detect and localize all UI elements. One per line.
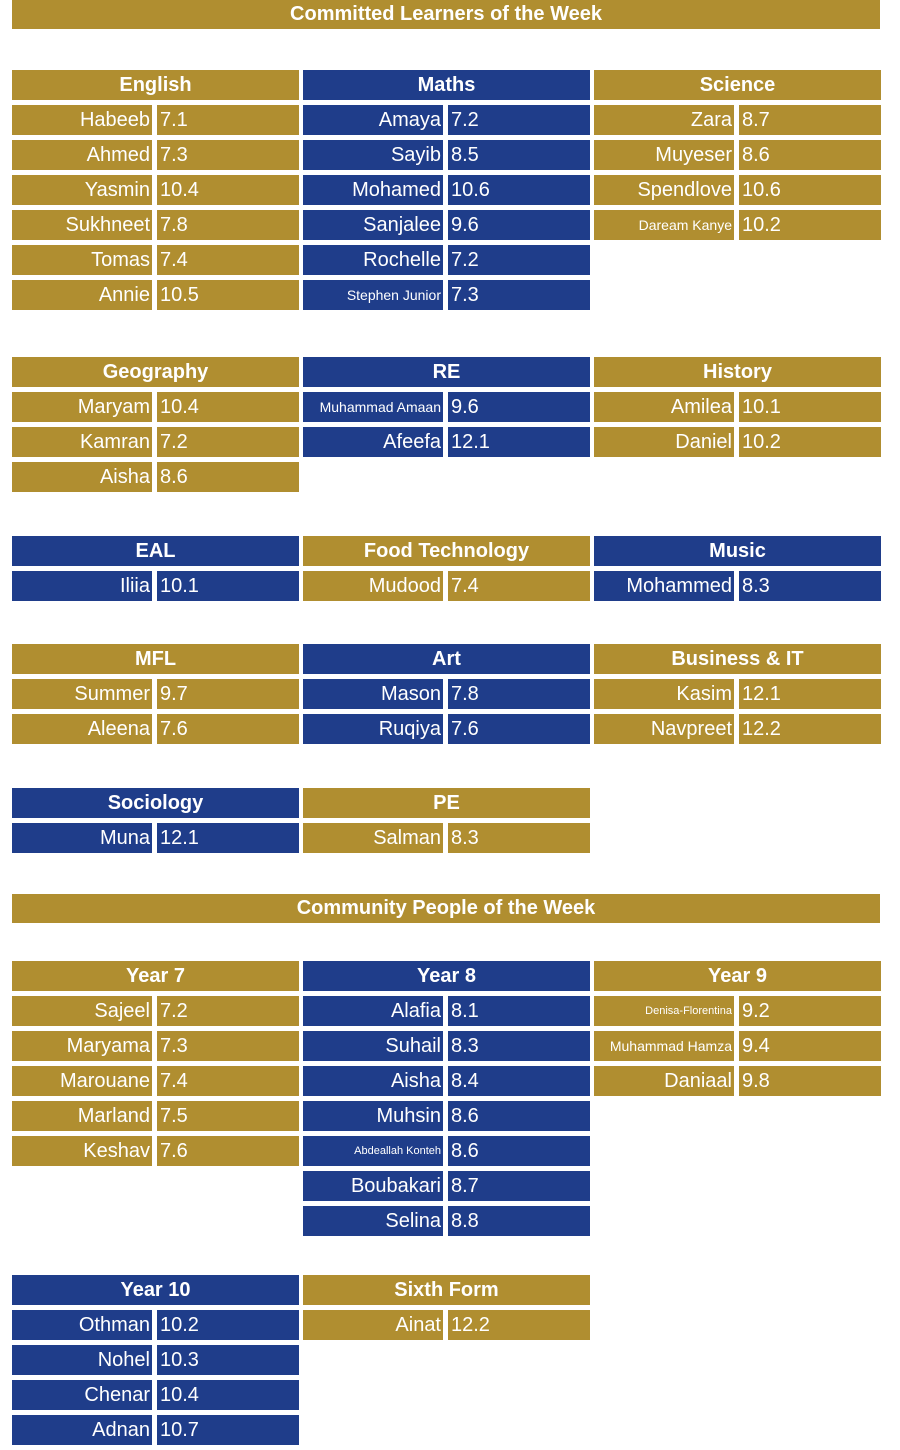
student-name: Annie — [12, 280, 152, 310]
student-row — [594, 571, 881, 601]
student-form: 10.4 — [157, 175, 299, 205]
student-form: 8.1 — [448, 996, 590, 1026]
student-name: Selina — [303, 1206, 443, 1236]
student-form: 10.6 — [739, 175, 881, 205]
student-form: 9.8 — [739, 1066, 881, 1096]
student-form: 10.4 — [157, 1380, 299, 1410]
student-form: 7.1 — [157, 105, 299, 135]
student-form: 7.2 — [448, 105, 590, 135]
student-row — [12, 1101, 299, 1131]
student-form: 10.7 — [157, 1415, 299, 1445]
student-name: Aisha — [303, 1066, 443, 1096]
student-row — [594, 210, 881, 240]
student-name: Daniaal — [594, 1066, 734, 1096]
student-name: Habeeb — [12, 105, 152, 135]
business-it-header: Business & IT — [594, 644, 881, 674]
student-name: Sayib — [303, 140, 443, 170]
student-row — [12, 427, 299, 457]
food-technology-header: Food Technology — [303, 536, 590, 566]
student-form: 12.2 — [448, 1310, 590, 1340]
student-row — [303, 140, 590, 170]
student-name: Amaya — [303, 105, 443, 135]
student-form: 9.2 — [739, 996, 881, 1026]
year-9-section — [594, 961, 881, 1101]
year-10-header: Year 10 — [12, 1275, 299, 1305]
student-name: Muhammad Hamza — [594, 1031, 734, 1061]
student-row — [303, 714, 590, 744]
community-people-of-the-week-banner: Community People of the Week — [12, 894, 880, 923]
student-row — [12, 462, 299, 492]
student-name: Daream Kanye — [594, 210, 734, 240]
student-form: 12.1 — [448, 427, 590, 457]
student-name: Denisa-Florentina — [594, 996, 734, 1026]
student-name: Adnan — [12, 1415, 152, 1445]
eal-section — [12, 536, 299, 606]
student-form: 7.2 — [157, 427, 299, 457]
student-form: 8.6 — [739, 140, 881, 170]
student-name: Ahmed — [12, 140, 152, 170]
student-name: Salman — [303, 823, 443, 853]
student-form: 7.3 — [448, 280, 590, 310]
student-row — [303, 571, 590, 601]
re-header: RE — [303, 357, 590, 387]
art-section — [303, 644, 590, 749]
history-section — [594, 357, 881, 462]
food-technology-section — [303, 536, 590, 606]
student-name: Marland — [12, 1101, 152, 1131]
student-form: 12.1 — [739, 679, 881, 709]
year-8-header: Year 8 — [303, 961, 590, 991]
student-row — [12, 679, 299, 709]
student-form: 12.1 — [157, 823, 299, 853]
pe-header: PE — [303, 788, 590, 818]
science-section — [594, 70, 881, 245]
student-name: Keshav — [12, 1136, 152, 1166]
student-form: 7.5 — [157, 1101, 299, 1131]
student-name: Iliia — [12, 571, 152, 601]
student-name: Mudood — [303, 571, 443, 601]
student-form: 10.1 — [739, 392, 881, 422]
student-name: Mohammed — [594, 571, 734, 601]
student-name: Daniel — [594, 427, 734, 457]
student-name: Muyeser — [594, 140, 734, 170]
student-row — [12, 1031, 299, 1061]
student-form: 8.3 — [448, 1031, 590, 1061]
mfl-header: MFL — [12, 644, 299, 674]
student-row — [12, 1310, 299, 1340]
student-name: Yasmin — [12, 175, 152, 205]
student-row — [12, 175, 299, 205]
student-row — [12, 1415, 299, 1445]
student-name: Maryam — [12, 392, 152, 422]
student-row — [12, 1380, 299, 1410]
student-row — [594, 140, 881, 170]
student-row — [12, 280, 299, 310]
art-header: Art — [303, 644, 590, 674]
student-row — [12, 140, 299, 170]
committed-learners-of-the-week-banner: Committed Learners of the Week — [12, 0, 880, 29]
student-name: Stephen Junior — [303, 280, 443, 310]
student-form: 10.2 — [739, 427, 881, 457]
student-row — [594, 996, 881, 1026]
student-form: 9.7 — [157, 679, 299, 709]
business-it-section — [594, 644, 881, 749]
student-form: 7.2 — [448, 245, 590, 275]
student-row — [303, 1171, 590, 1201]
student-row — [303, 823, 590, 853]
student-row — [303, 1101, 590, 1131]
student-form: 9.4 — [739, 1031, 881, 1061]
student-row — [12, 714, 299, 744]
student-row — [303, 1066, 590, 1096]
student-form: 12.2 — [739, 714, 881, 744]
sixth-form-header: Sixth Form — [303, 1275, 590, 1305]
student-form: 7.6 — [157, 714, 299, 744]
student-row — [12, 571, 299, 601]
student-form: 7.8 — [157, 210, 299, 240]
student-name: Spendlove — [594, 175, 734, 205]
student-name: Kamran — [12, 427, 152, 457]
sociology-section — [12, 788, 299, 858]
year-10-section — [12, 1275, 299, 1450]
student-name: Sukhneet — [12, 210, 152, 240]
student-row — [12, 210, 299, 240]
student-form: 7.4 — [157, 245, 299, 275]
year-7-section — [12, 961, 299, 1171]
student-name: Amilea — [594, 392, 734, 422]
student-name: Muna — [12, 823, 152, 853]
student-name: Aisha — [12, 462, 152, 492]
student-name: Sajeel — [12, 996, 152, 1026]
student-form: 8.3 — [739, 571, 881, 601]
student-name: Nohel — [12, 1345, 152, 1375]
re-section — [303, 357, 590, 462]
student-name: Summer — [12, 679, 152, 709]
student-form: 10.4 — [157, 392, 299, 422]
student-row — [12, 1345, 299, 1375]
student-row — [303, 210, 590, 240]
student-row — [303, 1206, 590, 1236]
student-form: 9.6 — [448, 392, 590, 422]
music-section — [594, 536, 881, 606]
student-name: Afeefa — [303, 427, 443, 457]
student-row — [303, 1310, 590, 1340]
student-row — [12, 996, 299, 1026]
year-8-section — [303, 961, 590, 1241]
student-name: Suhail — [303, 1031, 443, 1061]
english-section — [12, 70, 299, 315]
student-row — [303, 996, 590, 1026]
student-row — [12, 245, 299, 275]
student-row — [303, 175, 590, 205]
student-form: 9.6 — [448, 210, 590, 240]
student-form: 7.3 — [157, 1031, 299, 1061]
student-row — [303, 392, 590, 422]
student-form: 10.6 — [448, 175, 590, 205]
student-name: Muhsin — [303, 1101, 443, 1131]
history-header: History — [594, 357, 881, 387]
student-form: 10.2 — [157, 1310, 299, 1340]
eal-header: EAL — [12, 536, 299, 566]
student-row — [303, 280, 590, 310]
student-row — [594, 427, 881, 457]
science-header: Science — [594, 70, 881, 100]
student-row — [594, 175, 881, 205]
student-name: Chenar — [12, 1380, 152, 1410]
student-row — [594, 392, 881, 422]
student-form: 7.3 — [157, 140, 299, 170]
student-name: Aleena — [12, 714, 152, 744]
student-name: Ainat — [303, 1310, 443, 1340]
year-9-header: Year 9 — [594, 961, 881, 991]
student-form: 8.4 — [448, 1066, 590, 1096]
student-form: 7.4 — [157, 1066, 299, 1096]
student-form: 7.2 — [157, 996, 299, 1026]
student-form: 8.3 — [448, 823, 590, 853]
mfl-section — [12, 644, 299, 749]
student-row — [303, 679, 590, 709]
student-name: Boubakari — [303, 1171, 443, 1201]
year-7-header: Year 7 — [12, 961, 299, 991]
student-row — [303, 1031, 590, 1061]
student-row — [12, 1136, 299, 1166]
student-form: 8.8 — [448, 1206, 590, 1236]
student-form: 10.3 — [157, 1345, 299, 1375]
geography-section — [12, 357, 299, 497]
student-form: 10.2 — [739, 210, 881, 240]
student-name: Alafia — [303, 996, 443, 1026]
student-name: Kasim — [594, 679, 734, 709]
student-name: Rochelle — [303, 245, 443, 275]
student-name: Muhammad Amaan — [303, 392, 443, 422]
pe-section — [303, 788, 590, 858]
student-name: Mason — [303, 679, 443, 709]
student-name: Tomas — [12, 245, 152, 275]
student-name: Marouane — [12, 1066, 152, 1096]
student-form: 8.7 — [448, 1171, 590, 1201]
student-form: 8.6 — [157, 462, 299, 492]
student-form: 7.6 — [448, 714, 590, 744]
sixth-form-section — [303, 1275, 590, 1345]
student-form: 8.7 — [739, 105, 881, 135]
student-name: Mohamed — [303, 175, 443, 205]
student-form: 7.6 — [157, 1136, 299, 1166]
student-name: Sanjalee — [303, 210, 443, 240]
student-name: Abdeallah Konteh — [303, 1136, 443, 1166]
student-row — [303, 1136, 590, 1166]
english-header: English — [12, 70, 299, 100]
student-form: 10.1 — [157, 571, 299, 601]
student-name: Navpreet — [594, 714, 734, 744]
geography-header: Geography — [12, 357, 299, 387]
student-row — [12, 105, 299, 135]
student-form: 8.5 — [448, 140, 590, 170]
student-name: Ruqiya — [303, 714, 443, 744]
student-row — [12, 392, 299, 422]
student-row — [12, 1066, 299, 1096]
student-name: Othman — [12, 1310, 152, 1340]
student-row — [594, 1066, 881, 1096]
student-form: 10.5 — [157, 280, 299, 310]
maths-section — [303, 70, 590, 315]
student-name: Zara — [594, 105, 734, 135]
student-form: 7.8 — [448, 679, 590, 709]
student-form: 8.6 — [448, 1136, 590, 1166]
student-form: 8.6 — [448, 1101, 590, 1131]
student-row — [303, 245, 590, 275]
sociology-header: Sociology — [12, 788, 299, 818]
music-header: Music — [594, 536, 881, 566]
student-form: 7.4 — [448, 571, 590, 601]
student-row — [594, 679, 881, 709]
student-row — [594, 714, 881, 744]
student-row — [594, 105, 881, 135]
student-row — [303, 427, 590, 457]
student-name: Maryama — [12, 1031, 152, 1061]
student-row — [594, 1031, 881, 1061]
student-row — [12, 823, 299, 853]
student-row — [303, 105, 590, 135]
maths-header: Maths — [303, 70, 590, 100]
